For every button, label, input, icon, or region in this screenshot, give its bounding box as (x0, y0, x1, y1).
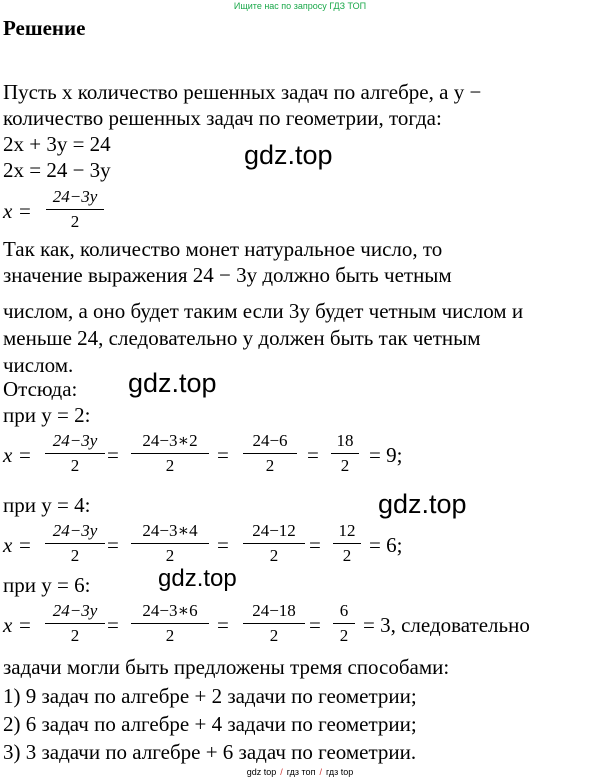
list-item: 3) 3 задачи по алгебре + 6 задач по геометрии. (3, 740, 417, 764)
denominator: 2 (70, 626, 80, 645)
watermark: gdz.top (378, 489, 467, 519)
numerator: 24−3∗2 (142, 431, 198, 450)
denominator: 2 (269, 626, 279, 645)
numerator: 24−3y (52, 601, 98, 620)
fraction-bar (333, 543, 361, 544)
footer-separator: / (319, 767, 322, 777)
numerator: 24−18 (252, 601, 296, 620)
list-item: 2) 6 задач по алгебре + 4 задачи по геометрии; (3, 712, 417, 736)
text-line: значение выражения 24 − 3у должно быть четным (3, 263, 452, 287)
denominator: 2 (70, 456, 80, 475)
text-line: числом, а оно будет таким если 3у будет четным числом и (3, 299, 524, 323)
fraction-bar (45, 623, 105, 624)
equals-sign: = (309, 613, 321, 637)
footer-link[interactable]: gdz top (246, 767, 277, 777)
equals-sign: = (217, 533, 229, 557)
equation-line: 2х = 24 − 3у (3, 158, 111, 182)
watermark: gdz.top (158, 565, 237, 592)
fraction-bar (131, 623, 209, 624)
numerator: 24−6 (252, 431, 288, 450)
fraction (243, 430, 297, 478)
fraction (46, 186, 104, 234)
var-x: x (3, 613, 13, 637)
case-y4-equation (3, 520, 443, 568)
fraction-bar (131, 453, 209, 454)
equals-sign: = (107, 443, 119, 467)
case-label: при у = 2: (3, 403, 91, 427)
numerator: 24−12 (252, 521, 296, 540)
fraction (131, 430, 209, 478)
var-x: x (3, 533, 13, 557)
case-y6-equation (3, 600, 563, 648)
solution-heading: Решение (3, 16, 86, 40)
fraction-bar (243, 453, 297, 454)
denominator: 2 (165, 546, 175, 565)
general-formula (3, 186, 123, 234)
denominator: 2 (70, 212, 80, 231)
case-label: при у = 6: (3, 573, 91, 597)
footer-separator: / (280, 767, 283, 777)
footer-link[interactable]: гдз top (325, 767, 354, 777)
text-line: Отсюда: (3, 377, 78, 401)
case-y2-equation (3, 430, 443, 478)
fraction-bar (131, 543, 209, 544)
footer (0, 767, 600, 777)
fraction-bar (243, 543, 305, 544)
numerator: 24−3y (52, 521, 98, 540)
equals-sign: = (307, 443, 319, 467)
top-banner: Ищите нас по запросу ГДЗ ТОП (233, 1, 367, 11)
fraction (45, 600, 105, 648)
text-line: меньше 24, следовательно у должен быть так четным (3, 326, 481, 350)
numerator: 24−3∗4 (142, 521, 198, 540)
result: = 9; (369, 443, 403, 467)
fraction (131, 520, 209, 568)
fraction-bar (331, 453, 359, 454)
numerator: 18 (336, 431, 354, 450)
fraction-bar (46, 209, 104, 210)
equals-sign: = (107, 533, 119, 557)
numerator: 12 (338, 521, 356, 540)
fraction (331, 430, 359, 478)
fraction-bar (243, 623, 305, 624)
text-line: Пусть х количество решенных задач по алгебре, а у − (3, 80, 482, 104)
equals-sign: = (217, 613, 229, 637)
denominator: 2 (165, 456, 175, 475)
numerator: 24−3∗6 (142, 601, 198, 620)
numerator: 6 (339, 601, 349, 620)
text-line: Так как, количество монет натуральное число, то (3, 237, 443, 261)
numerator: 24−3y (52, 187, 98, 206)
text-line: задачи могли быть предложены тремя способами: (3, 655, 450, 679)
fraction-bar (45, 543, 105, 544)
equals-sign: = (107, 613, 119, 637)
fraction-bar (45, 453, 105, 454)
equals-sign: = (19, 443, 31, 467)
equals-sign: = (217, 443, 229, 467)
fraction (45, 430, 105, 478)
footer-link[interactable]: гдз топ (286, 767, 316, 777)
fraction (333, 520, 361, 568)
denominator: 2 (165, 626, 175, 645)
denominator: 2 (340, 456, 350, 475)
equals-sign: = (19, 613, 31, 637)
equals-sign: = (19, 199, 31, 223)
var-x: x (3, 443, 13, 467)
text-line: числом. (3, 353, 74, 377)
denominator: 2 (70, 546, 80, 565)
fraction (243, 520, 305, 568)
fraction (131, 600, 209, 648)
watermark: gdz.top (244, 140, 333, 170)
list-item: 1) 9 задач по алгебре + 2 задачи по геометрии; (3, 684, 417, 708)
case-label: при у = 4: (3, 493, 91, 517)
denominator: 2 (339, 626, 349, 645)
result: = 6; (369, 533, 403, 557)
watermark: gdz.top (128, 368, 217, 398)
equals-sign: = (309, 533, 321, 557)
fraction (243, 600, 305, 648)
fraction (45, 520, 105, 568)
equation-line: 2х + 3у = 24 (3, 132, 111, 156)
denominator: 2 (269, 546, 279, 565)
fraction-bar (333, 623, 355, 624)
equals-sign: = (19, 533, 31, 557)
result: = 3, следовательно (363, 613, 530, 637)
denominator: 2 (342, 546, 352, 565)
denominator: 2 (265, 456, 275, 475)
numerator: 24−3y (52, 431, 98, 450)
var-x: x (3, 199, 13, 223)
text-line: количество решенных задач по геометрии, тогда: (3, 106, 442, 130)
fraction (333, 600, 355, 648)
